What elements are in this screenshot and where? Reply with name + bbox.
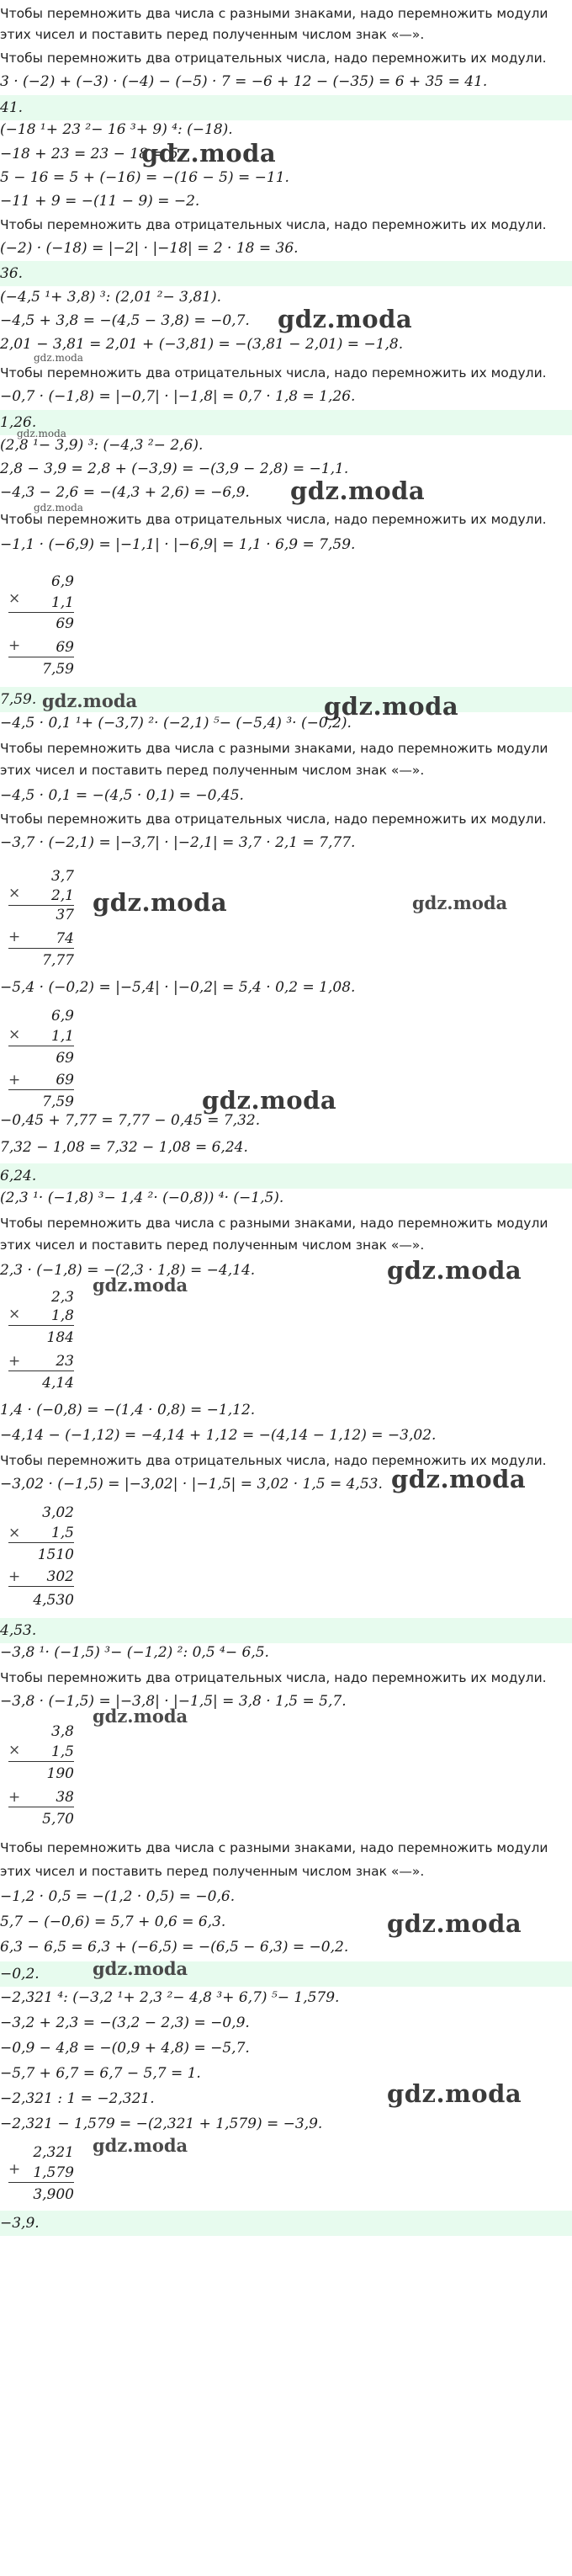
- column-partial: 69: [56, 615, 74, 632]
- rule-text: Чтобы перемножить два отрицательных числа, надо перемножить их модули.: [0, 812, 547, 827]
- answer-band: 41.: [0, 95, 572, 120]
- column-result: 7,77: [42, 952, 74, 969]
- multiply-sign: ×: [8, 1742, 21, 1759]
- watermark: gdz.moda: [141, 139, 277, 168]
- column-operand: 1,5: [8, 1524, 74, 1543]
- rule-text: Чтобы перемножить два числа с разными знаками, надо перемножить модули: [0, 6, 548, 21]
- rule-text: Чтобы перемножить два отрицательных числа, надо перемножить их модули.: [0, 217, 547, 232]
- column-partial: 23: [8, 1352, 74, 1371]
- column-result: 7,59: [42, 1094, 74, 1110]
- math-line: 3 · (−2) + (−3) · (−4) − (−5) · 7 = −6 + 12 − (−35) = 6 + 35 = 41.: [0, 73, 488, 90]
- math-line: (2,8 ¹− 3,9) ³: (−4,3 ²− 2,6).: [0, 437, 204, 454]
- rule-text: этих чисел и поставить перед полученным числом знак «—».: [0, 1864, 425, 1879]
- math-line: −1,1 · (−6,9) = |−1,1| · |−6,9| = 1,1 · 6,9 = 7,59.: [0, 536, 356, 553]
- math-line: −3,8 ¹· (−1,5) ³− (−1,2) ²: 0,5 ⁴− 6,5.: [0, 1644, 269, 1661]
- plus-sign: +: [8, 1568, 21, 1585]
- watermark: gdz.moda: [42, 690, 138, 711]
- math-line: −3,7 · (−2,1) = |−3,7| · |−2,1| = 3,7 · 2,1 = 7,77.: [0, 834, 356, 851]
- multiply-sign: ×: [8, 1525, 21, 1541]
- watermark: gdz.moda: [387, 1256, 522, 1285]
- math-line: −0,7 · (−1,8) = |−0,7| · |−1,8| = 0,7 · 1,8 = 1,26.: [0, 388, 356, 405]
- rule-text: этих чисел и поставить перед полученным числом знак «—».: [0, 763, 425, 778]
- watermark: gdz.moda: [93, 1958, 188, 1979]
- column-operand: 1,579: [8, 2164, 74, 2183]
- column-partial: 74: [8, 929, 74, 949]
- plus-sign: +: [8, 1789, 21, 1806]
- column-operand: 1,1: [8, 1027, 74, 1046]
- math-line: −11 + 9 = −(11 − 9) = −2.: [0, 193, 200, 210]
- math-line: (2,3 ¹· (−1,8) ³− 1,4 ²· (−0,8)) ⁴· (−1,5).: [0, 1190, 284, 1206]
- watermark: gdz.moda: [387, 2079, 522, 2108]
- column-operand: 3,02: [42, 1504, 74, 1521]
- math-line: −1,2 · 0,5 = −(1,2 · 0,5) = −0,6.: [0, 1888, 236, 1905]
- answer-band: −0,2.: [0, 1961, 572, 1987]
- watermark: gdz.moda: [34, 352, 83, 364]
- column-partial: 1510: [37, 1546, 74, 1563]
- column-result: 4,530: [33, 1592, 74, 1609]
- math-line: −0,9 − 4,8 = −(0,9 + 4,8) = −5,7.: [0, 2040, 250, 2057]
- column-operand: 1,8: [8, 1307, 74, 1326]
- column-partial: 69: [56, 1050, 74, 1067]
- math-line: 5 − 16 = 5 + (−16) = −(16 − 5) = −11.: [0, 169, 289, 186]
- column-operand: 1,1: [8, 593, 74, 613]
- multiply-sign: ×: [8, 885, 21, 902]
- math-line: −18 + 23 = 23 − 18 = 5.: [0, 146, 183, 162]
- rule-text: Чтобы перемножить два числа с разными знаками, надо перемножить модули: [0, 741, 548, 756]
- multiply-sign: ×: [8, 590, 21, 607]
- watermark: gdz.moda: [17, 428, 66, 439]
- math-line: (−4,5 ¹+ 3,8) ³: (2,01 ²− 3,81).: [0, 289, 222, 306]
- plus-sign: +: [8, 929, 21, 945]
- math-line: −0,45 + 7,77 = 7,77 − 0,45 = 7,32.: [0, 1112, 261, 1129]
- math-line: −4,3 − 2,6 = −(4,3 + 2,6) = −6,9.: [0, 484, 250, 501]
- answer-band: 1,26.: [0, 410, 572, 435]
- answer-band: −3,9.: [0, 2211, 572, 2236]
- column-operand: 3,8: [50, 1723, 74, 1740]
- column-operand: 6,9: [50, 1008, 74, 1025]
- math-line: −2,321 ⁴: (−3,2 ¹+ 2,3 ²− 4,8 ³+ 6,7) ⁵− 1,579.: [0, 1989, 340, 2006]
- plus-sign: +: [8, 1353, 21, 1370]
- watermark: gdz.moda: [387, 1909, 522, 1938]
- watermark: gdz.moda: [202, 1086, 337, 1115]
- watermark: gdz.moda: [93, 888, 228, 917]
- column-operand: 2,321: [33, 2144, 74, 2161]
- column-partial: 69: [8, 638, 74, 657]
- column-result: 5,70: [42, 1811, 74, 1828]
- math-line: −5,4 · (−0,2) = |−5,4| · |−0,2| = 5,4 · 0,2 = 1,08.: [0, 979, 356, 996]
- watermark: gdz.moda: [278, 305, 413, 333]
- math-line: (−18 ¹+ 23 ²− 16 ³+ 9) ⁴: (−18).: [0, 121, 233, 138]
- answer-band: 6,24.: [0, 1163, 572, 1189]
- watermark: gdz.moda: [412, 892, 508, 913]
- column-operand: 2,3: [50, 1289, 74, 1306]
- math-line: −4,5 · 0,1 ¹+ (−3,7) ²· (−2,1) ⁵− (−5,4) ³· (−0,2).: [0, 715, 352, 732]
- column-result: 7,59: [42, 661, 74, 678]
- column-result: 3,900: [33, 2186, 74, 2203]
- rule-text: Чтобы перемножить два отрицательных числа, надо перемножить их модули.: [0, 1670, 547, 1685]
- column-operand: 3,7: [50, 868, 74, 885]
- watermark: gdz.moda: [93, 2135, 188, 2156]
- column-partial: 184: [46, 1329, 74, 1346]
- math-line: −3,02 · (−1,5) = |−3,02| · |−1,5| = 3,02 · 1,5 = 4,53.: [0, 1476, 383, 1493]
- rule-text: Чтобы перемножить два отрицательных числа, надо перемножить их модули.: [0, 51, 547, 66]
- watermark: gdz.moda: [324, 692, 459, 721]
- plus-sign: +: [8, 2161, 21, 2178]
- math-line: 7,32 − 1,08 = 7,32 − 1,08 = 6,24.: [0, 1139, 248, 1156]
- column-partial: 69: [8, 1071, 74, 1090]
- math-line: 2,01 − 3,81 = 2,01 + (−3,81) = −(3,81 − 2,01) = −1,8.: [0, 336, 404, 353]
- math-line: 2,3 · (−1,8) = −(2,3 · 1,8) = −4,14.: [0, 1262, 256, 1279]
- rule-text: Чтобы перемножить два числа с разными знаками, надо перемножить модули: [0, 1216, 548, 1231]
- column-partial: 190: [46, 1765, 74, 1782]
- math-line: 5,7 − (−0,6) = 5,7 + 0,6 = 6,3.: [0, 1913, 226, 1930]
- math-line: −4,5 · 0,1 = −(4,5 · 0,1) = −0,45.: [0, 787, 244, 804]
- rule-text: этих чисел и поставить перед полученным числом знак «—».: [0, 27, 425, 42]
- column-operand: 6,9: [50, 573, 74, 590]
- column-partial: 38: [8, 1788, 74, 1807]
- rule-text: Чтобы перемножить два числа с разными знаками, надо перемножить модули: [0, 1840, 548, 1855]
- math-line: 1,4 · (−0,8) = −(1,4 · 0,8) = −1,12.: [0, 1402, 256, 1418]
- rule-text: Чтобы перемножить два отрицательных числа, надо перемножить их модули.: [0, 365, 547, 381]
- multiply-sign: ×: [8, 1306, 21, 1323]
- column-partial: 37: [56, 907, 74, 923]
- column-partial: 302: [8, 1567, 74, 1587]
- answer-band: 4,53.: [0, 1618, 572, 1643]
- column-operand: 2,1: [8, 886, 74, 906]
- math-line: 2,8 − 3,9 = 2,8 + (−3,9) = −(3,9 − 2,8) = −1,1.: [0, 460, 349, 477]
- math-line: 6,3 − 6,5 = 6,3 + (−6,5) = −(6,5 − 6,3) = −0,2.: [0, 1939, 349, 1956]
- column-result: 4,14: [42, 1375, 74, 1392]
- watermark: gdz.moda: [93, 1706, 188, 1727]
- math-line: −4,5 + 3,8 = −(4,5 − 3,8) = −0,7.: [0, 312, 250, 329]
- answer-band: 7,59.: [0, 687, 572, 712]
- watermark: gdz.moda: [93, 1275, 188, 1296]
- answer-band: 36.: [0, 261, 572, 286]
- multiply-sign: ×: [8, 1026, 21, 1043]
- math-line: −5,7 + 6,7 = 6,7 − 5,7 = 1.: [0, 2065, 201, 2082]
- math-line: −4,14 − (−1,12) = −4,14 + 1,12 = −(4,14 − 1,12) = −3,02.: [0, 1427, 437, 1444]
- rule-text: этих чисел и поставить перед полученным числом знак «—».: [0, 1237, 425, 1253]
- math-line: −3,2 + 2,3 = −(3,2 − 2,3) = −0,9.: [0, 2014, 250, 2031]
- rule-text: Чтобы перемножить два отрицательных числа, надо перемножить их модули.: [0, 512, 547, 527]
- column-operand: 1,5: [8, 1743, 74, 1762]
- math-line: −2,321 − 1,579 = −(2,321 + 1,579) = −3,9.: [0, 2116, 323, 2132]
- plus-sign: +: [8, 637, 21, 654]
- math-line: −3,8 · (−1,5) = |−3,8| · |−1,5| = 3,8 · 1,5 = 5,7.: [0, 1693, 347, 1710]
- math-line: (−2) · (−18) = |−2| · |−18| = 2 · 18 = 36.: [0, 240, 299, 257]
- watermark: gdz.moda: [391, 1465, 527, 1493]
- watermark: gdz.moda: [290, 476, 426, 505]
- watermark: gdz.moda: [34, 502, 83, 514]
- math-line: −2,321 : 1 = −2,321.: [0, 2090, 155, 2107]
- plus-sign: +: [8, 1072, 21, 1088]
- rule-text: Чтобы перемножить два отрицательных числа, надо перемножить их модули.: [0, 1453, 547, 1468]
